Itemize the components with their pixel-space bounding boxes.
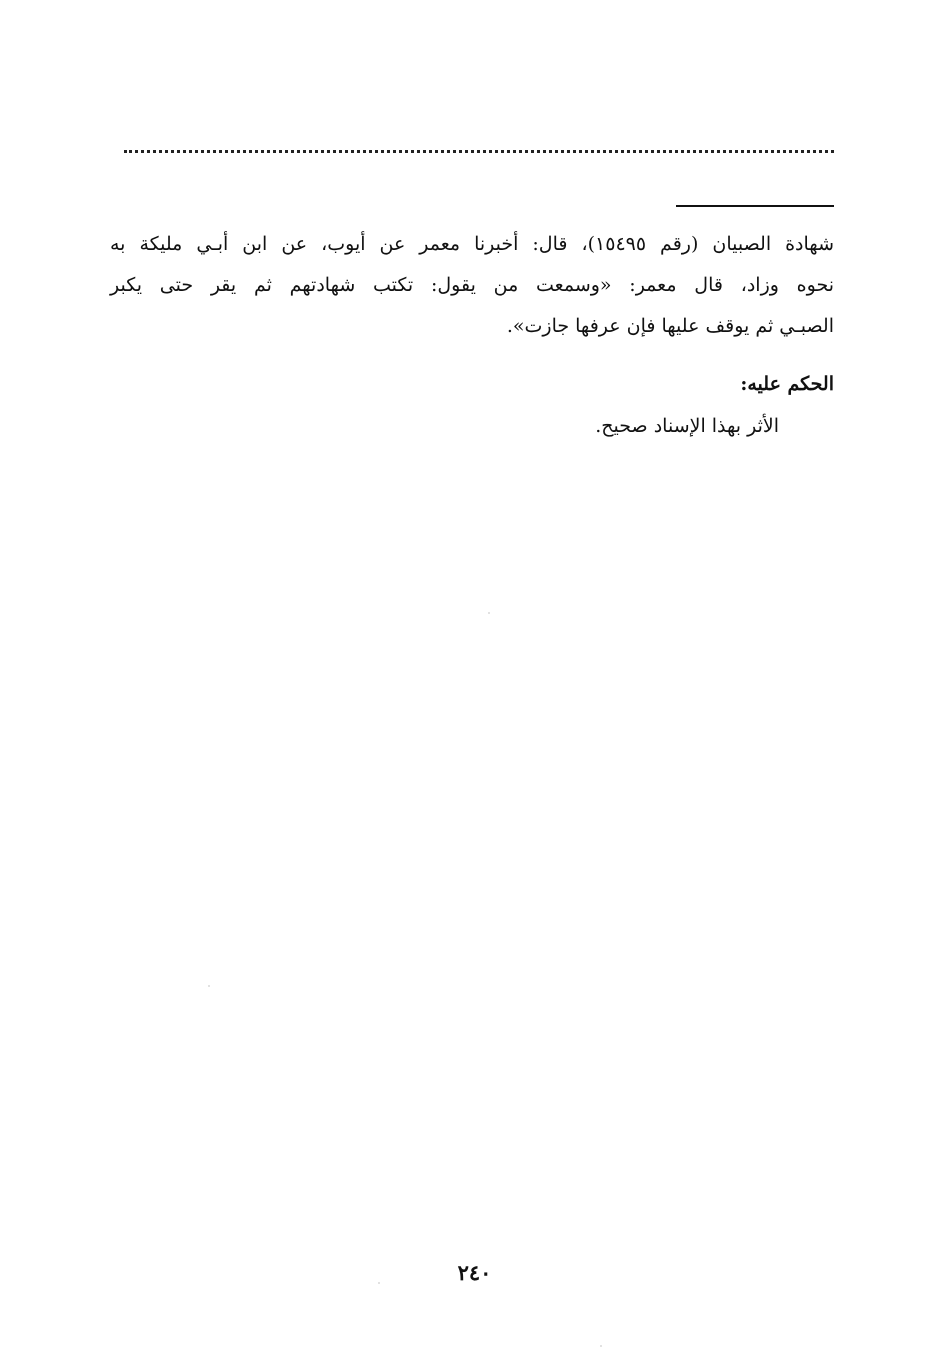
footnote-line-1: شهادة الصبيان (رقم ١٥٤٩٥)، قال: أخبرنا معمر عن أيوب، عن ابن أبـي مليكة به — [110, 233, 834, 255]
page-number: ٢٤٠ — [457, 1260, 492, 1285]
scan-speck — [208, 985, 210, 987]
scan-speck — [378, 1282, 380, 1284]
dotted-separator — [124, 150, 834, 153]
ruling-text: الأثر بهذا الإسناد صحيح. — [595, 415, 779, 437]
footnote-line-2: نحوه وزاد، قال معمر: «وسمعت من يقول: تكتب شهادتهم ثم يقر حتى يكبر — [110, 274, 834, 296]
scan-speck — [488, 612, 490, 614]
scan-speck — [600, 1345, 602, 1347]
footnote-separator-line — [676, 205, 834, 207]
footnote-line-3: الصبـي ثم يوقف عليها فإن عرفها جازت». — [506, 315, 834, 337]
ruling-heading: الحكم عليه: — [740, 373, 834, 395]
footnote-paragraph — [110, 224, 834, 347]
